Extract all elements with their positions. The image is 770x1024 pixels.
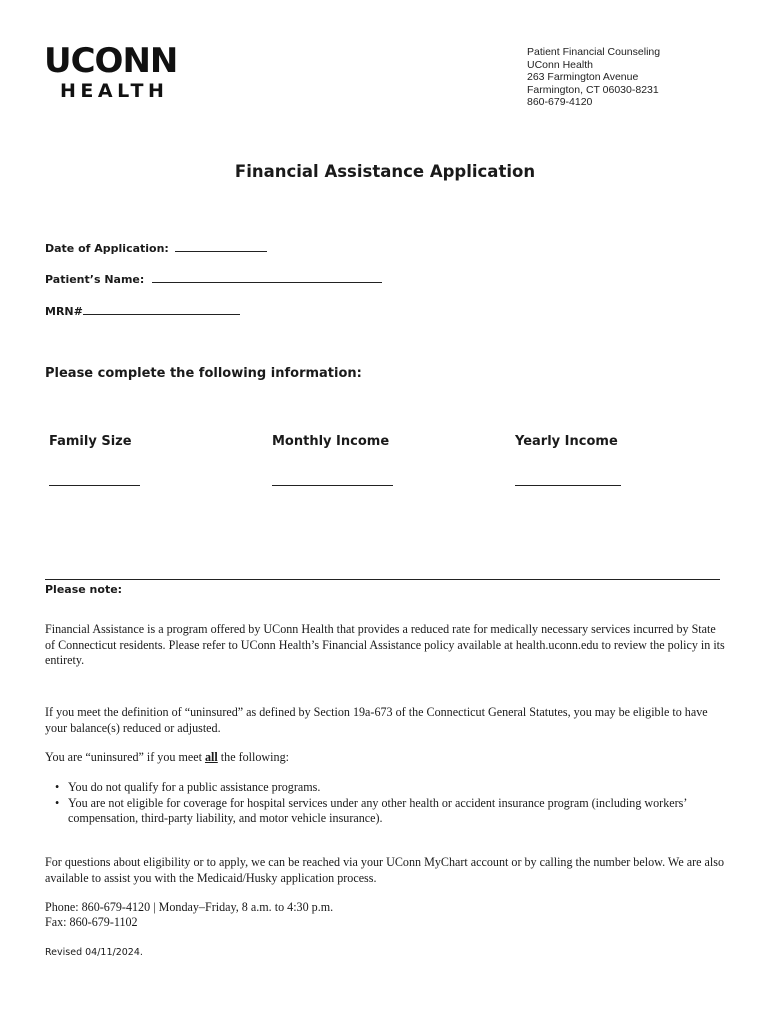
address-phone: 860-679-4120 xyxy=(527,96,593,108)
financial-assistance-paragraph: Financial Assistance is a program offered by UConn Health that provides a reduced rate for medically necessary services incurred by State of Connecticut residents. Please refer to UConn Health’s Financial Assistance policy available at health.uconn.edu to review the policy in its entirety. xyxy=(45,622,725,667)
uconn-health-logo xyxy=(44,41,184,102)
section-divider xyxy=(45,579,720,580)
office-address xyxy=(527,46,660,109)
date-of-application-line[interactable] xyxy=(175,240,267,252)
criteria-emphasis: all xyxy=(204,750,218,764)
list-item xyxy=(55,780,725,796)
bullet-icon: • xyxy=(55,795,60,810)
address-line: 263 Farmington Avenue xyxy=(527,71,639,83)
bullet-icon: • xyxy=(55,780,60,794)
note-heading: Please note: xyxy=(45,583,123,596)
address-line: Farmington, CT 06030-8231 xyxy=(527,83,659,96)
logo-wordmark-top: UCONN xyxy=(44,41,178,81)
yearly-income-heading: Yearly Income xyxy=(515,434,618,449)
family-size-heading: Family Size xyxy=(49,434,132,449)
patient-name-field xyxy=(45,271,382,286)
logo-wordmark-bottom: HEALTH xyxy=(60,80,169,102)
document-title: Financial Assistance Application xyxy=(234,162,536,181)
patient-name-line[interactable] xyxy=(152,271,382,283)
fax-line: Fax: 860-679-1102 xyxy=(45,915,138,929)
uninsured-definition-paragraph: If you meet the definition of “uninsured” as defined by Section 19a-673 of the Connecticut General Statutes, you may be eligible to have your balance(s) reduced or adjusted. xyxy=(45,705,708,735)
criteria-text-after: the following: xyxy=(217,750,289,764)
monthly-income-heading: Monthly Income xyxy=(272,434,390,449)
mrn-field xyxy=(45,303,240,318)
date-of-application-label: Date of Application: xyxy=(45,242,169,255)
address-line: Patient Financial Counseling xyxy=(527,46,661,58)
revision-date: Revised 04/11/2024. xyxy=(45,947,143,958)
mrn-label: MRN# xyxy=(45,305,83,318)
list-item-text: You are not eligible for coverage for hospital services under any other health or accident insurance program (including workers’ compensation, third-party liability, and motor vehicle insurance). xyxy=(68,795,687,825)
family-size-line[interactable] xyxy=(49,485,140,486)
uninsured-criteria-intro xyxy=(45,750,725,766)
address-line: UConn Health xyxy=(527,58,593,71)
phone-line: Phone: 860-679-4120 | Monday–Friday, 8 a.m. to 4:30 p.m. xyxy=(45,900,334,914)
mrn-line[interactable] xyxy=(83,303,240,315)
list-item xyxy=(55,796,725,827)
criteria-list xyxy=(55,780,725,827)
monthly-income-line[interactable] xyxy=(272,485,393,486)
yearly-income-line[interactable] xyxy=(515,485,621,486)
patient-name-label: Patient’s Name: xyxy=(45,273,145,286)
contact-paragraph: For questions about eligibility or to apply, we can be reached via your UConn MyChart account or by calling the number below. We are also available to assist you with the Medicaid/Husky application process. xyxy=(45,855,725,885)
criteria-text-before: You are “uninsured” if you meet xyxy=(45,750,205,764)
date-of-application-field xyxy=(45,240,267,255)
list-item-text: You do not qualify for a public assistance programs. xyxy=(68,780,321,794)
section-heading: Please complete the following information: xyxy=(45,366,362,381)
